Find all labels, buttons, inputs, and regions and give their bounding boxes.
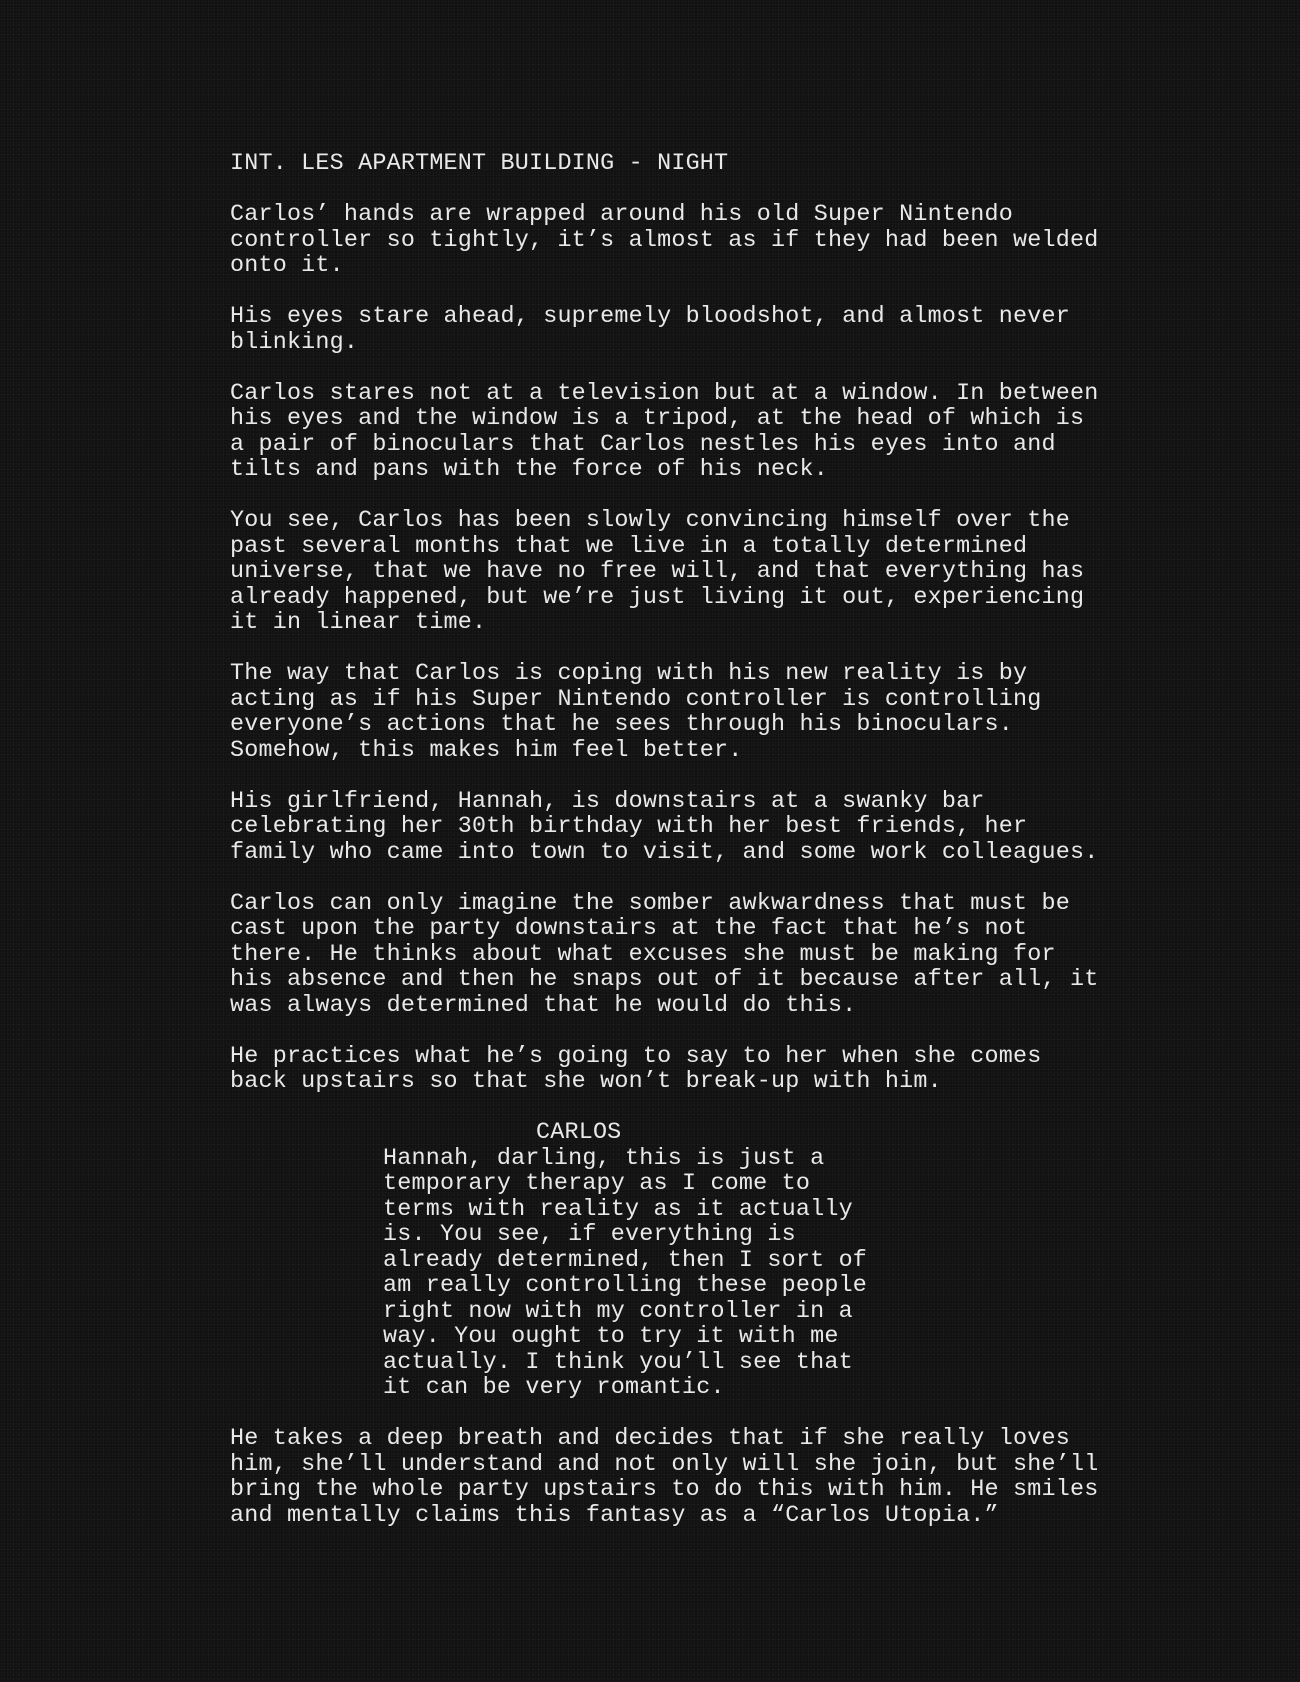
action-line: His eyes stare ahead, supremely bloodshot, and almost never — [230, 304, 1070, 330]
action-line: a pair of binoculars that Carlos nestles his eyes into and — [230, 431, 1056, 458]
action-paragraph-1 — [230, 203, 1190, 280]
action-line: acting as if his Super Nintendo controller is controlling — [230, 686, 1042, 713]
dialogue-block — [383, 1147, 1190, 1402]
action-line: blinking. — [230, 329, 359, 356]
action-line: and mentally claims this fantasy as a “Carlos Utopia.” — [230, 1502, 999, 1529]
dialogue-line: actually. I think you’ll see that — [383, 1349, 853, 1376]
action-line: family who came into town to visit, and some work colleagues. — [230, 839, 1099, 866]
action-paragraph-8 — [230, 1045, 1190, 1096]
action-line: Carlos can only imagine the somber awkwardness that must be — [230, 890, 1070, 917]
action-line: onto it. — [230, 253, 344, 279]
dialogue-line: way. You ought to try it with me — [383, 1324, 839, 1350]
dialogue-line: right now with my controller in a — [383, 1298, 853, 1325]
action-paragraph-4 — [230, 509, 1190, 637]
action-line: Carlos stares not at a television but at a window. In between — [230, 380, 1099, 407]
action-line: controller so tightly, it’s almost as if they had been welded — [230, 227, 1099, 254]
action-line: was always determined that he would do this. — [230, 992, 857, 1019]
dialogue-line: is. You see, if everything is — [383, 1222, 796, 1248]
action-line: universe, that we have no free will, and that everything has — [230, 559, 1085, 585]
action-line: tilts and pans with the force of his neck. — [230, 457, 828, 483]
action-paragraph-3 — [230, 382, 1190, 484]
action-line: You see, Carlos has been slowly convincing himself over the — [230, 508, 1070, 534]
action-line: He practices what he’s going to say to her when she comes — [230, 1043, 1042, 1070]
scene-heading: INT. LES APARTMENT BUILDING - NIGHT — [230, 151, 729, 177]
action-line: his absence and then he snaps out of it because after all, it — [230, 967, 1099, 993]
action-paragraph-7 — [230, 892, 1190, 1020]
action-line: bring the whole party upstairs to do this with him. He smiles — [230, 1477, 1099, 1503]
screenplay-page — [230, 152, 1190, 1555]
action-line: Carlos’ hands are wrapped around his old Super Nintendo — [230, 202, 1014, 228]
action-paragraph-2 — [230, 305, 1190, 356]
dialogue-line: it can be very romantic. — [383, 1375, 725, 1401]
action-line: already happened, but we’re just living it out, experiencing — [230, 584, 1085, 611]
action-line: He takes a deep breath and decides that if she really loves — [230, 1426, 1070, 1452]
action-line: back upstairs so that she won’t break-up with him. — [230, 1069, 942, 1095]
action-line: The way that Carlos is coping with his new reality is by — [230, 661, 1028, 687]
dialogue-line: terms with reality as it actually — [383, 1196, 853, 1223]
action-line: there. He thinks about what excuses she must be making for — [230, 941, 1056, 968]
dialogue-line: already determined, then I sort of — [383, 1247, 868, 1274]
action-line: celebrating her 30th birthday with her best friends, her — [230, 814, 1028, 840]
action-line: cast upon the party downstairs at the fact that he’s not — [230, 916, 1028, 942]
action-paragraph-9 — [230, 1427, 1190, 1529]
action-line: it in linear time. — [230, 610, 487, 636]
action-line: everyone’s actions that he sees through his binoculars. — [230, 712, 1014, 738]
action-line: his eyes and the window is a tripod, at the head of which is — [230, 406, 1085, 432]
character-name: CARLOS — [536, 1120, 622, 1146]
dialogue-line: Hannah, darling, this is just a — [383, 1145, 825, 1172]
action-line: past several months that we live in a totally determined — [230, 533, 1028, 560]
action-paragraph-5 — [230, 662, 1190, 764]
action-line: Somehow, this makes him feel better. — [230, 737, 743, 764]
action-line: him, she’ll understand and not only will she join, but she’ll — [230, 1451, 1099, 1478]
action-paragraph-6 — [230, 790, 1190, 867]
action-line: His girlfriend, Hannah, is downstairs at a swanky bar — [230, 788, 985, 815]
dialogue-line: am really controlling these people — [383, 1273, 868, 1299]
dialogue-line: temporary therapy as I come to — [383, 1171, 811, 1197]
